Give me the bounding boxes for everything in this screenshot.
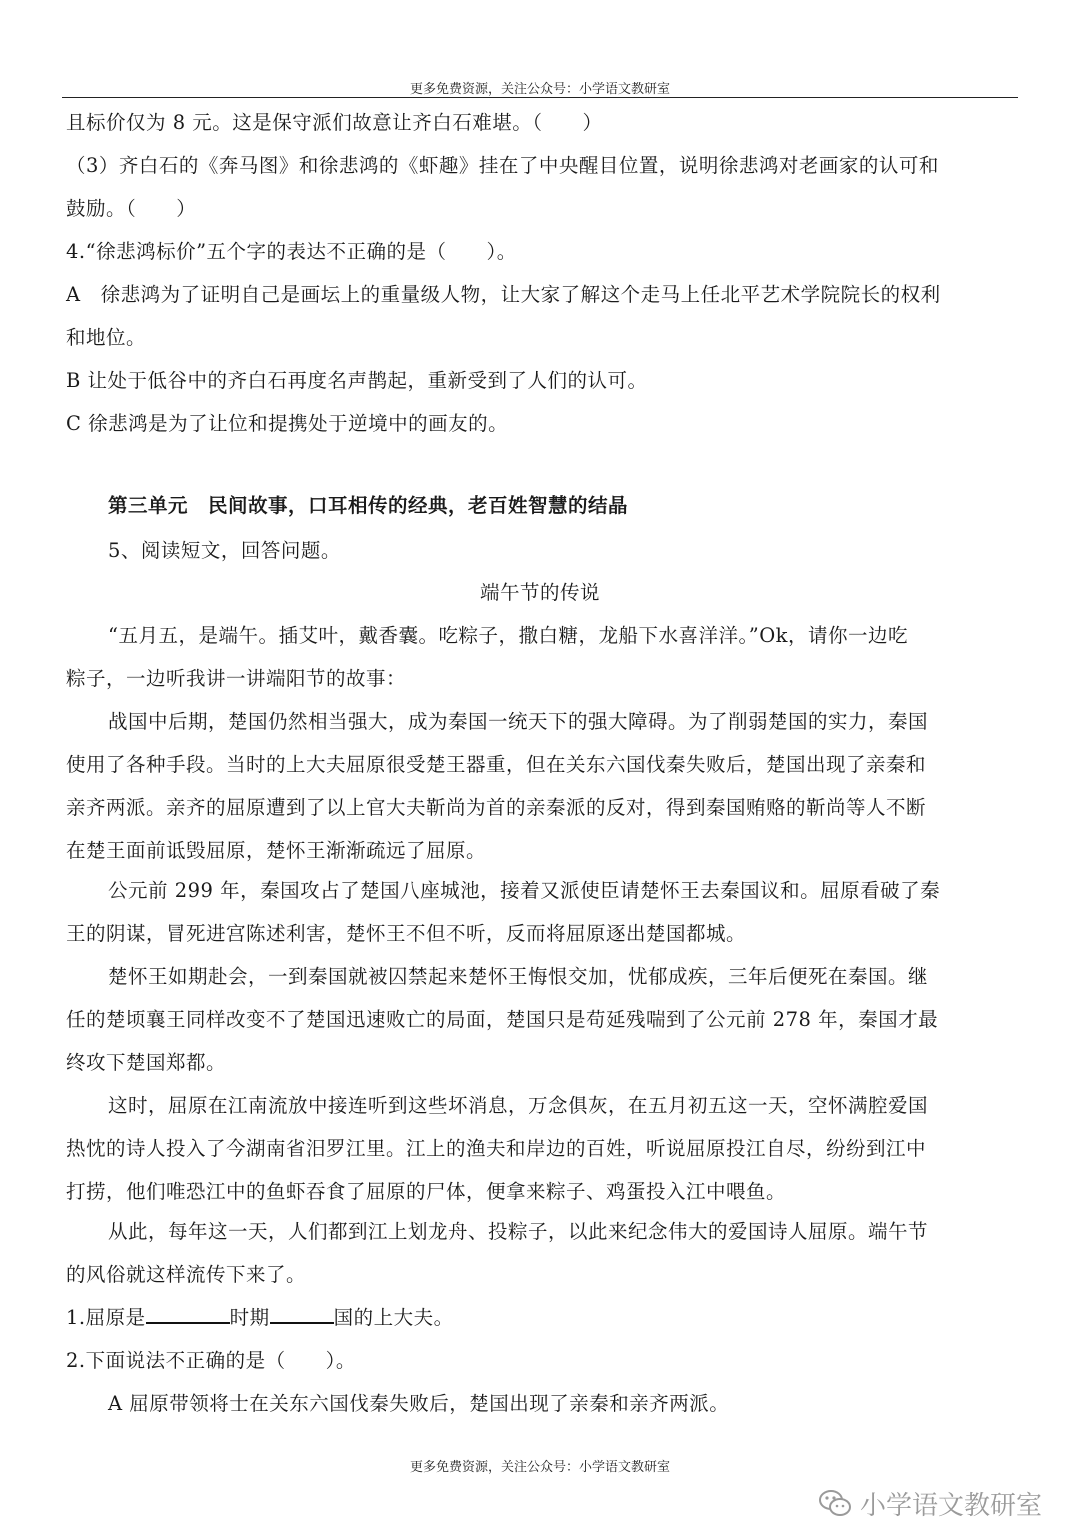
page-header: 更多免费资源，关注公众号：小学语文教研室	[409, 82, 670, 97]
paragraph-5-line-1: 这时，屈原在江南流放中接连听到这些坏消息，万念俱灰，在五月初五这一天，空怀满腔爱国	[108, 1094, 929, 1117]
answer-blank-period	[146, 1304, 230, 1324]
question-2-option-a: A 屈原带领将士在关东六国伐秦失败后，楚国出现了亲秦和亲齐两派。	[108, 1392, 730, 1415]
paragraph-2-line-2: 使用了各种手段。当时的上大夫屈原很受楚王器重，但在关东六国伐秦失败后，楚国出现了亲秦和	[66, 753, 927, 776]
paragraph-6-line-1: 从此，每年这一天，人们都到江上划龙舟、投粽子，以此来纪念伟大的爱国诗人屈原。端午节	[108, 1220, 929, 1243]
paragraph-2-line-1: 战国中后期，楚国仍然相当强大，成为秦国一统天下的强大障碍。为了削弱楚国的实力，秦国	[108, 710, 929, 733]
option-a: A 徐悲鸿为了证明自己是画坛上的重量级人物，让大家了解这个走马上任北平艺术学院院长的权利	[66, 283, 941, 306]
option-b: B 让处于低谷中的齐白石再度名声鹊起，重新受到了人们的认可。	[66, 369, 648, 392]
question-2: 2.下面说法不正确的是（ ）。	[66, 1349, 356, 1372]
question-4: 4.“徐悲鸿标价”五个字的表达不正确的是（ ）。	[66, 240, 517, 263]
paragraph-5-line-2: 热忱的诗人投入了今湖南省汨罗江里。江上的渔夫和岸边的百姓，听说屈原投江自尽，纷纷到江中	[66, 1137, 927, 1160]
wechat-icon	[818, 1488, 852, 1518]
question-1-middle: 时期	[229, 1306, 270, 1329]
header-divider	[62, 97, 1018, 98]
paragraph-4-line-2: 任的楚顷襄王同样改变不了楚国迅速败亡的局面，楚国只是苟延残喘到了公元前 278 年，秦国才最	[66, 1008, 939, 1031]
paragraph-2-line-3: 亲齐两派。亲齐的屈原遭到了以上官大夫靳尚为首的亲秦派的反对，得到秦国贿赂的靳尚等人不断	[66, 796, 927, 819]
paragraph-4-line-1: 楚怀王如期赴会，一到秦国就被囚禁起来楚怀王悔恨交加，忧郁成疾，三年后便死在秦国。继	[108, 965, 929, 988]
question-3-statement: （3）齐白石的《奔马图》和徐悲鸿的《虾趣》挂在了中央醒目位置，说明徐悲鸿对老画家的认可和	[66, 154, 939, 177]
watermark-text: 小学语文教研室	[860, 1490, 1043, 1521]
question-1-prefix: 1.屈原是	[66, 1306, 146, 1329]
paragraph-3-line-1: 公元前 299 年，秦国攻占了楚国八座城池，接着又派使臣请楚怀王去秦国议和。屈原看破了秦	[108, 879, 941, 902]
story-title: 端午节的传说	[479, 581, 600, 604]
paragraph-6-line-2: 的风俗就这样流传下来了。	[66, 1263, 307, 1286]
answer-blank-state	[270, 1304, 334, 1324]
watermark	[818, 1483, 1042, 1523]
question-3-statement-cont: 鼓励。（ ）	[66, 197, 197, 220]
paragraph-1-line-1: “五月五，是端午。插艾叶，戴香囊。吃粽子，撒白糖，龙船下水喜洋洋。”Ok，请你一边吃	[108, 624, 908, 647]
option-a-cont: 和地位。	[66, 326, 147, 349]
text-line-1: 且标价仅为 8 元。这是保守派们故意让齐白石难堪。（ ）	[66, 111, 603, 134]
paragraph-1-line-2: 粽子，一边听我讲一讲端阳节的故事：	[66, 667, 407, 690]
paragraph-3-line-2: 王的阴谋，冒死进宫陈述利害，楚怀王不但不听，反而将屈原逐出楚国都城。	[66, 922, 747, 945]
unit-title: 第三单元 民间故事，口耳相传的经典，老百姓智慧的结晶	[108, 494, 629, 517]
paragraph-2-line-4: 在楚王面前诋毁屈原，楚怀王渐渐疏远了屈原。	[66, 839, 487, 862]
question-5-instruction: 5、阅读短文，回答问题。	[108, 539, 341, 562]
question-1	[66, 1302, 454, 1330]
page-footer: 更多免费资源，关注公众号：小学语文教研室	[409, 1460, 670, 1475]
paragraph-4-line-3: 终攻下楚国郑都。	[66, 1051, 227, 1074]
option-c: C 徐悲鸿是为了让位和提携处于逆境中的画友的。	[66, 412, 509, 435]
paragraph-5-line-3: 打捞，他们唯恐江中的鱼虾吞食了屈原的尸体，便拿来粽子、鸡蛋投入江中喂鱼。	[66, 1180, 787, 1203]
question-1-suffix: 国的上大夫。	[333, 1306, 454, 1329]
